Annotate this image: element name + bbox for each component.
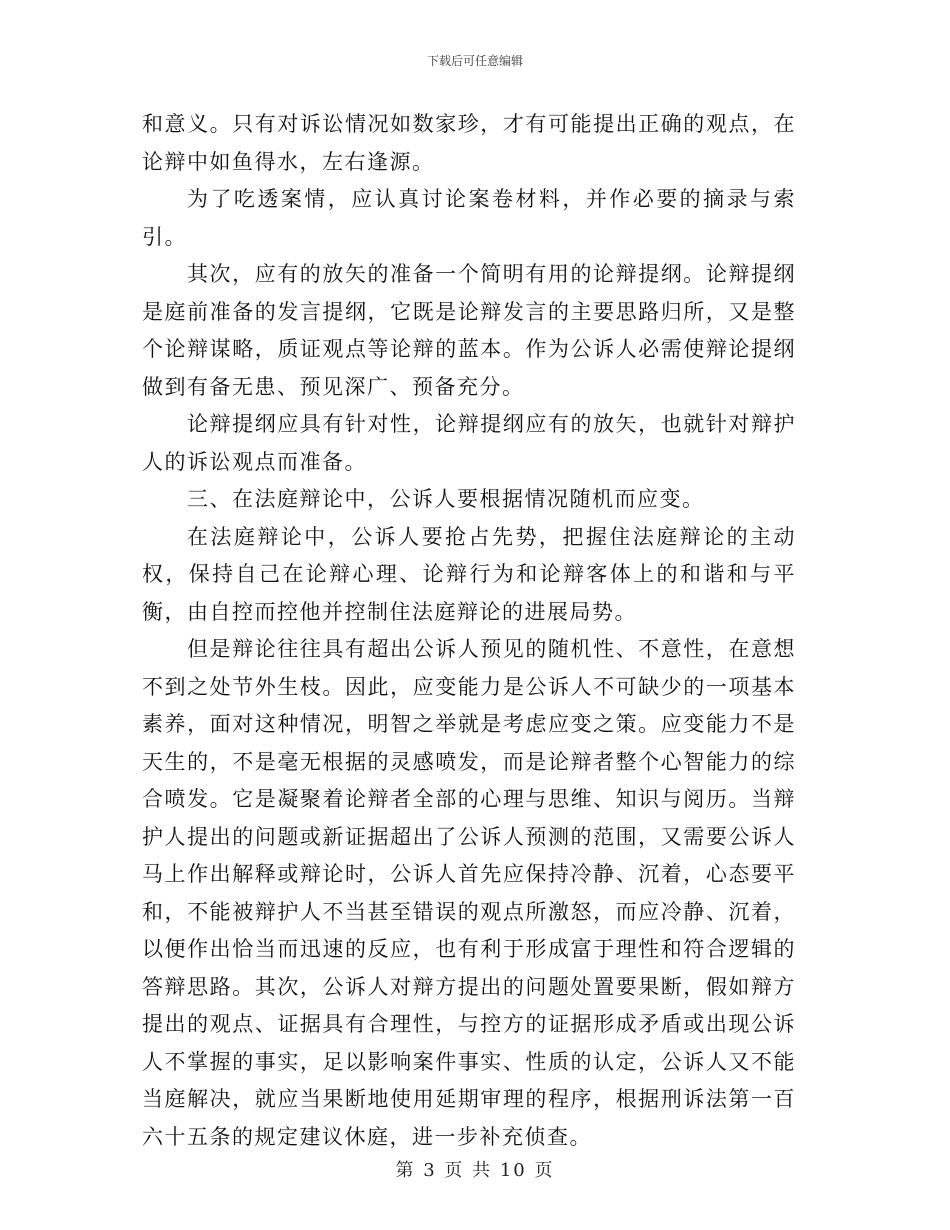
paragraph-4: 论辩提纲应具有针对性，论辩提纲应有的放矢，也就针对辩护人的诉讼观点而准备。 (142, 412, 796, 474)
footer-suffix: 页 (526, 1160, 555, 1181)
document-body (142, 106, 796, 1156)
page-footer (0, 1156, 950, 1182)
paragraph-7: 但是辩论往往具有超出公诉人预见的随机性、不意性，在意想不到之处节外生枝。因此，应变能力是公诉人不可缺少的一项基本素养，面对这种情况，明智之举就是考虑应变之策。应变能力不是天生的，不是毫无根据的灵感喷发，而是论辩者整个心智能力的综合喷发。它是凝聚着论辩者全部的心理与思维、知识与阅历。当辩护人提出的问题或新证据超出了公诉人预测的范围，又需要公诉人马上作出解释或辩论时，公诉人首先应保持冷静、沉着，心态要平和，不能被辩护人不当甚至错误的观点所激怒，而应冷静、沉着，以便作出恰当而迅速的反应，也有利于形成富于理性和符合逻辑的答辩思路。其次，公诉人对辩方提出的问题处置要果断，假如辩方提出的观点、证据具有合理性，与控方的证据形成矛盾或出现公诉人不掌握的事实，足以影响案件事实、性质的认定，公诉人又不能当庭解决，就应当果断地使用延期审理的程序，根据刑诉法第一百六十五条的规定建议休庭，进一步补充侦查。 (142, 637, 796, 1149)
footer-middle: 页 共 (436, 1160, 500, 1181)
footer-total-pages: 10 (499, 1160, 527, 1181)
paragraph-1: 和意义。只有对诉讼情况如数家珍，才有可能提出正确的观点，在论辩中如鱼得水，左右逢源。 (142, 112, 796, 174)
paragraph-5-heading: 三、在法庭辩论中，公诉人要根据情况随机而应变。 (187, 487, 705, 511)
paragraph-6: 在法庭辩论中，公诉人要抢占先势，把握住法庭辩论的主动权，保持自己在论辩心理、论辩行为和论辩客体上的和谐和与平衡，由自控而控他并控制住法庭辩论的进展局势。 (142, 524, 796, 624)
footer-prefix: 第 (395, 1160, 424, 1181)
footer-page-number: 3 (423, 1160, 437, 1181)
paragraph-3: 其次，应有的放矢的准备一个简明有用的论辩提纲。论辩提纲是庭前准备的发言提纲，它既是论辩发言的主要思路归所，又是整个论辩谋略，质证观点等论辩的蓝本。作为公诉人必需使辩论提纲做到有备无患、预见深广、预备充分。 (142, 262, 796, 399)
paragraph-2: 为了吃透案情，应认真讨论案卷材料，并作必要的摘录与索引。 (142, 187, 796, 249)
page-header: 下载后可任意编辑 (426, 54, 523, 68)
